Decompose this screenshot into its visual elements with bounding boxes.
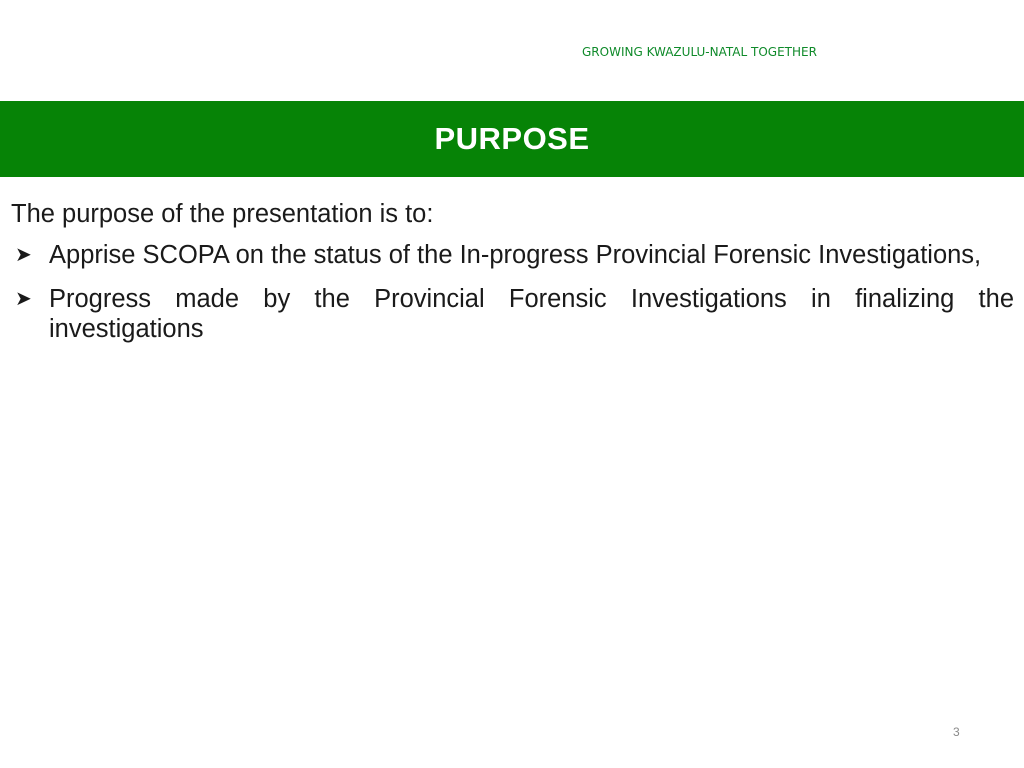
bullet-item bbox=[11, 284, 1014, 344]
bullet-text: Progress made by the Provincial Forensic Investigations in finalizing the investigations bbox=[49, 285, 1014, 343]
arrow-bullet-icon: ➤ bbox=[15, 244, 32, 266]
intro-text: The purpose of the presentation is to: bbox=[11, 200, 434, 228]
arrow-bullet-icon: ➤ bbox=[15, 288, 32, 310]
page-number: 3 bbox=[953, 725, 960, 739]
slide-title: PURPOSE bbox=[434, 121, 590, 156]
slide-content bbox=[11, 199, 1014, 358]
title-band bbox=[0, 101, 1024, 177]
bullet-text: Apprise SCOPA on the status of the In-progress Provincial Forensic Investigations, bbox=[49, 241, 982, 269]
header-tagline: GROWING KWAZULU-NATAL TOGETHER bbox=[582, 45, 817, 59]
bullet-item bbox=[11, 240, 1014, 270]
